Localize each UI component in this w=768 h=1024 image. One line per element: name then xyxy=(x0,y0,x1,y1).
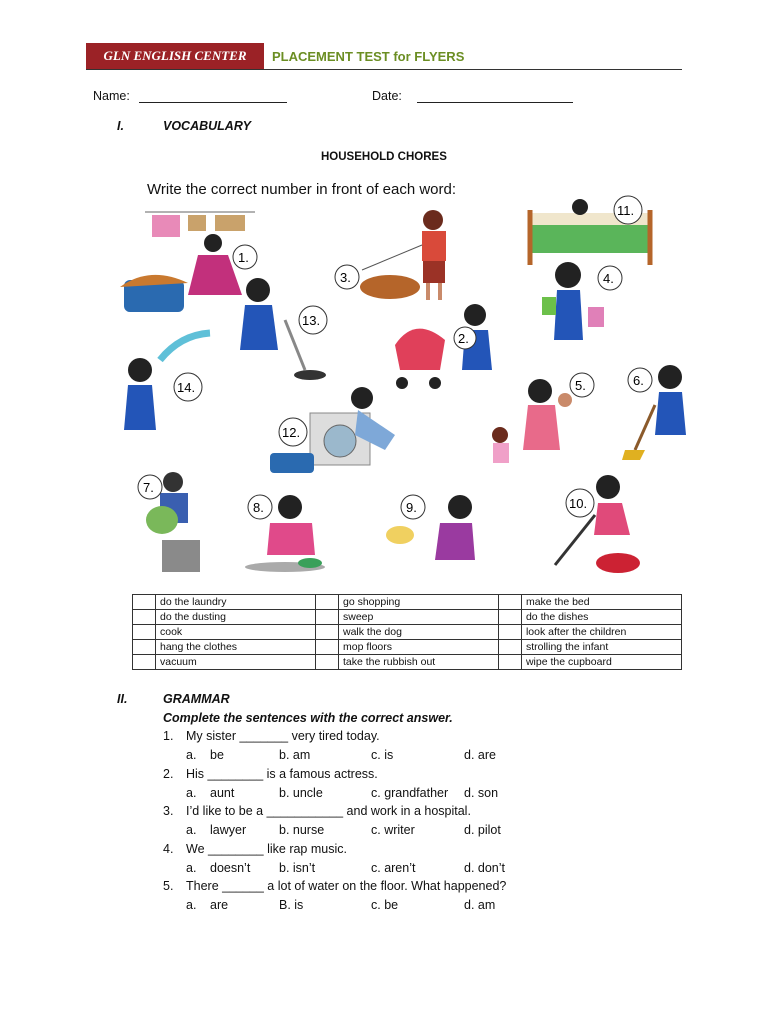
section-title: VOCABULARY xyxy=(163,119,251,133)
center-name-banner: GLN ENGLISH CENTER xyxy=(86,43,264,69)
answer-number-cell[interactable] xyxy=(133,595,156,610)
picture-number: 6. xyxy=(633,373,644,388)
question-text: There ______ a lot of water on the floor. What happened? xyxy=(186,879,507,894)
answer-number-cell[interactable] xyxy=(133,640,156,655)
header-divider xyxy=(86,69,682,70)
date-label: Date: xyxy=(372,89,402,103)
answer-number-cell[interactable] xyxy=(133,610,156,625)
chore-word-cell: do the dishes xyxy=(521,610,681,625)
picture-number: 1. xyxy=(238,250,249,265)
answer-number-cell[interactable] xyxy=(315,595,338,610)
household-chores-illustration xyxy=(110,195,710,580)
chore-word-cell: strolling the infant xyxy=(521,640,681,655)
chore-word-cell: vacuum xyxy=(156,655,316,670)
answer-option: a. xyxy=(186,898,197,913)
picture-number: 13. xyxy=(302,313,321,328)
answer-option: c. grandfather xyxy=(371,785,449,800)
picture-number: 2. xyxy=(458,331,469,346)
answer-option: a. xyxy=(186,860,197,875)
picture-number: 10. xyxy=(569,496,588,511)
answer-option: be xyxy=(210,748,224,762)
picture-number: 8. xyxy=(253,500,264,515)
chore-word-cell: wipe the cupboard xyxy=(521,655,681,670)
chore-word-cell: walk the dog xyxy=(338,625,498,640)
question-text: I’d like to be a ___________ and work in a hospital. xyxy=(186,804,471,819)
section-number: I. xyxy=(117,119,124,133)
answer-number-cell[interactable] xyxy=(133,655,156,670)
answer-number-cell[interactable] xyxy=(498,625,521,640)
name-field[interactable] xyxy=(139,102,287,103)
answer-option: b. uncle xyxy=(279,785,323,800)
question-number: 3. xyxy=(163,804,174,819)
chore-word-cell: look after the children xyxy=(521,625,681,640)
figure-stroll-infant xyxy=(395,304,492,389)
picture-number: 4. xyxy=(603,271,614,286)
answer-number-cell[interactable] xyxy=(315,640,338,655)
answer-option: b. am xyxy=(279,748,311,762)
picture-number: 14. xyxy=(177,380,196,395)
picture-number: 9. xyxy=(406,500,417,515)
answer-number-cell[interactable] xyxy=(315,625,338,640)
picture-number: 5. xyxy=(575,378,586,393)
section-title: GRAMMAR xyxy=(163,692,230,706)
picture-number: 7. xyxy=(143,480,154,495)
answer-option: c. aren’t xyxy=(371,860,416,875)
topic-title: HOUSEHOLD CHORES xyxy=(321,151,447,163)
answer-number-cell[interactable] xyxy=(498,655,521,670)
table-row xyxy=(133,625,682,640)
chore-word-cell: take the rubbish out xyxy=(338,655,498,670)
table-row xyxy=(133,595,682,610)
chore-word-cell: cook xyxy=(156,625,316,640)
chore-word-cell: make the bed xyxy=(521,595,681,610)
answer-option: d. are xyxy=(464,748,496,762)
answer-option: aunt xyxy=(210,785,235,800)
name-label: Name: xyxy=(93,89,130,103)
answer-number-cell[interactable] xyxy=(315,655,338,670)
figure-look-after-children xyxy=(492,379,572,463)
question-text: His ________ is a famous actress. xyxy=(186,766,378,781)
figure-go-shopping xyxy=(542,262,604,340)
answer-option: c. writer xyxy=(371,823,415,838)
answer-number-cell[interactable] xyxy=(315,610,338,625)
answer-option: B. is xyxy=(279,898,304,913)
answer-option: a. xyxy=(186,748,197,762)
picture-number: 3. xyxy=(340,270,351,285)
answer-option: doesn’t xyxy=(210,860,251,875)
chore-word-cell: sweep xyxy=(338,610,498,625)
answer-option: b. isn’t xyxy=(279,860,316,875)
chore-word-cell: do the dusting xyxy=(156,610,316,625)
chores-answer-table xyxy=(132,594,682,670)
answer-option: d. don’t xyxy=(464,860,506,875)
chore-word-cell: go shopping xyxy=(338,595,498,610)
answer-number-cell[interactable] xyxy=(498,595,521,610)
picture-number: 12. xyxy=(282,425,301,440)
test-title: PLACEMENT TEST for FLYERS xyxy=(272,49,465,64)
picture-instruction: Write the correct number in front of each word: xyxy=(147,181,457,198)
answer-option: c. is xyxy=(371,748,394,762)
chore-word-cell: hang the clothes xyxy=(156,640,316,655)
figure-do-dishes xyxy=(386,495,475,560)
section-number: II. xyxy=(117,692,128,706)
answer-number-cell[interactable] xyxy=(498,610,521,625)
answer-option: c. be xyxy=(371,898,399,913)
picture-number: 11. xyxy=(617,203,635,218)
question-text: We ________ like rap music. xyxy=(186,841,347,856)
answer-option: b. nurse xyxy=(279,823,325,838)
answer-option: lawyer xyxy=(210,823,247,838)
table-row xyxy=(133,610,682,625)
answer-option: are xyxy=(210,898,229,913)
answer-option: d. pilot xyxy=(464,823,501,838)
grammar-instruction: Complete the sentences with the correct answer. xyxy=(163,711,453,725)
chore-word-cell: mop floors xyxy=(338,640,498,655)
date-field[interactable] xyxy=(417,102,573,103)
question-number: 2. xyxy=(163,766,174,781)
answer-number-cell[interactable] xyxy=(498,640,521,655)
chore-word-cell: do the laundry xyxy=(156,595,316,610)
figure-walk-dog xyxy=(360,210,446,300)
table-row xyxy=(133,640,682,655)
question-number: 4. xyxy=(163,841,174,856)
answer-number-cell[interactable] xyxy=(133,625,156,640)
answer-option: d. am xyxy=(464,898,496,913)
answer-option: a. xyxy=(186,785,197,800)
answer-option: a. xyxy=(186,823,197,838)
answer-option: d. son xyxy=(464,785,499,800)
question-number: 1. xyxy=(163,729,174,743)
table-row xyxy=(133,655,682,670)
question-text: My sister _______ very tired today. xyxy=(186,729,380,743)
figure-vacuum xyxy=(555,475,640,573)
question-number: 5. xyxy=(163,879,174,894)
